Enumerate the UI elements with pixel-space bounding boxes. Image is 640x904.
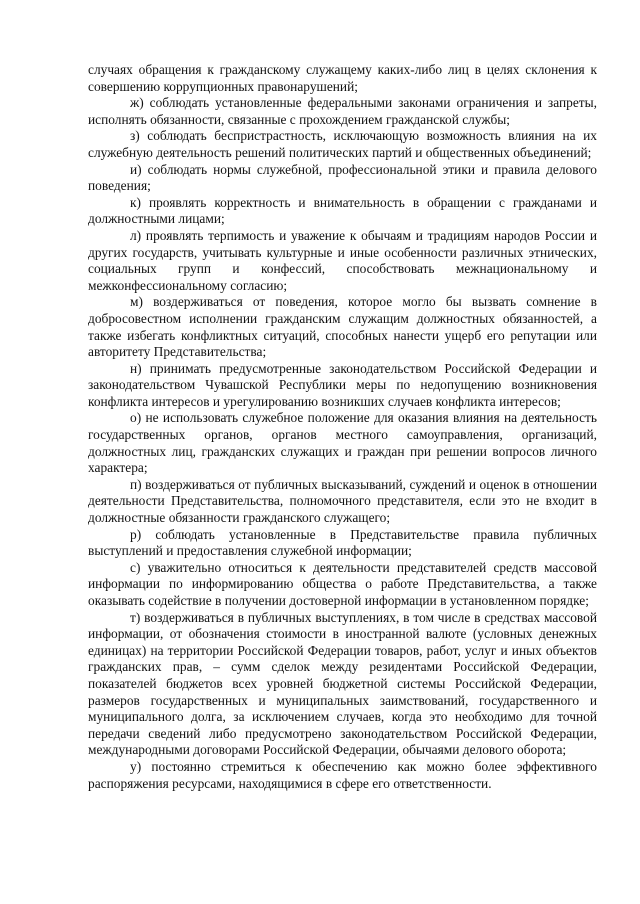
paragraph-item-n: н) принимать предусмотренные законодательством Российской Федерации и законодательством Чувашской Республики меры по недопущению возникновения конфликта интересов и урегулированию возникших случаев конфликта интересов; (88, 360, 597, 409)
paragraph-item-t: т) воздерживаться в публичных выступлениях, в том числе в средствах массовой информации, от обозначения стоимости в иностранной валюте (условных денежных единицах) на территории Российской Федерации товаров, работ, услуг и иных объектов гражданских прав, – сумм сделок между резидентами Российской Федерации, показателей бюджетов всех уровней бюджетной системы Российской Федерации, размеров государственных и муниципальных заимствований, государственного и муниципального долга, за исключением случаев, когда это необходимо для точной передачи сведений либо предусмотрено законодательством Российской Федерации, международными договорами Российской Федерации, обычаями делового оборота; (88, 609, 597, 758)
paragraph-item-u: у) постоянно стремиться к обеспечению как можно более эффективного распоряжения ресурсами, находящимися в сфере его ответственности. (88, 758, 597, 791)
paragraph-item-s: с) уважительно относиться к деятельности представителей средств массовой информации по информированию общества о работе Представительства, а также оказывать содействие в получении достоверной информации в установленном порядке; (88, 559, 597, 608)
paragraph-item-m: м) воздерживаться от поведения, которое могло бы вызвать сомнение в добросовестном исполнении гражданским служащим должностных обязанностей, а также избегать конфликтных ситуаций, способных нанести ущерб его репутации или авторитету Представительства; (88, 294, 597, 360)
paragraph-item-l: л) проявлять терпимость и уважение к обычаям и традициям народов России и других государств, учитывать культурные и иные особенности различных этнических, социальных групп и конфессий, способствовать межнациональному и межконфессиональному согласию; (88, 227, 597, 293)
paragraph-item-z: з) соблюдать беспристрастность, исключающую возможность влияния на их служебную деятельность решений политических партий и общественных объединений; (88, 128, 597, 160)
document-page (88, 62, 597, 792)
paragraph-item-r: р) соблюдать установленные в Представительстве правила публичных выступлений и предоставления служебной информации; (88, 526, 597, 559)
paragraph-item-i: и) соблюдать нормы служебной, профессиональной этики и правила делового поведения; (88, 161, 597, 194)
paragraph-item-zh: ж) соблюдать установленные федеральными законами ограничения и запреты, исполнять обязанности, связанные с прохождением гражданской службы; (88, 95, 597, 127)
paragraph-continuation: случаях обращения к гражданскому служащему каких-либо лиц в целях склонения к совершению коррупционных правонарушений; (88, 62, 597, 94)
paragraph-item-p: п) воздерживаться от публичных высказываний, суждений и оценок в отношении деятельности Представительства, полномочного представителя, если это не входит в должностные обязанности гражданского служащего; (88, 476, 597, 526)
paragraph-item-o: о) не использовать служебное положение для оказания влияния на деятельность государственных органов, органов местного самоуправления, организаций, должностных лиц, гражданских служащих и граждан при решении вопросов личного характера; (88, 410, 597, 476)
paragraph-item-k: к) проявлять корректность и внимательность в обращении с гражданами и должностными лицами; (88, 194, 597, 227)
